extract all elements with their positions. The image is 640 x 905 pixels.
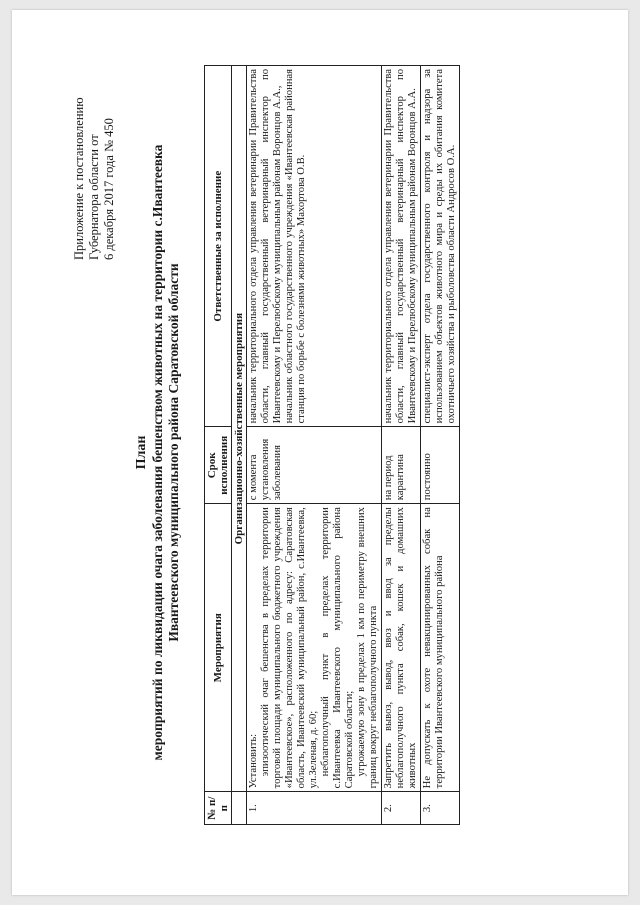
responsible-paragraph: начальник территориального отдела управления ветеринарии Правительства области, главный государственный ветеринарный инспектор по Ивантеевскому и Перелюбскому муниципальным районам Воронцов А.А., — [248, 69, 283, 424]
header-responsible: Ответственные за исполнение — [205, 66, 232, 427]
row-measures — [421, 504, 460, 792]
row-term: постоянно — [421, 427, 460, 504]
measure-paragraph: неблагополучный пункт в пределах территории с.Ивантеевка Ивантеевского муниципального района Саратовской области; — [320, 507, 355, 789]
row-term: на период карантина — [382, 427, 421, 504]
header-measures: Мероприятия — [205, 504, 232, 792]
section-row — [232, 66, 247, 825]
measure-paragraph: эпизоотический очаг бешенства в пределах территории торговой площади муниципального бюджетного учреждения «Ивантеевское», расположенного по адресу: Саратовская область, Ивантеевский муниципальный район, с.Ивантеевка, ул.Зеленая, д. 60; — [260, 507, 319, 789]
document-title — [134, 50, 182, 855]
responsible-paragraph: начальник территориального отдела управления ветеринарии Правительства области, главный государственный ветеринарный инспектор по Ивантеевскому и Перелюбскому муниципальным районам Воронцов А.А. — [383, 69, 418, 424]
section-title: Организационно-хозяйственные мероприятия — [232, 66, 247, 792]
measure-paragraph: угрожаемую зону в пределах 1 км по периметру внешних границ вокруг неблагополучного пункта — [356, 507, 379, 789]
row-num: 1. — [247, 792, 382, 825]
title-plan: План — [134, 435, 149, 470]
plan-table — [204, 65, 460, 825]
table-row — [421, 66, 460, 825]
document-page — [12, 10, 628, 895]
appendix-note — [72, 50, 117, 260]
row-measures — [247, 504, 382, 792]
row-num: 2. — [382, 792, 421, 825]
row-responsible — [382, 66, 421, 427]
row-num: 3. — [421, 792, 460, 825]
header-term: Срок исполнения — [205, 427, 232, 504]
row-responsible — [421, 66, 460, 427]
appendix-line: Приложение к постановлению — [72, 97, 86, 260]
table-header-row — [205, 66, 232, 825]
appendix-line: 6 декабря 2017 года № 450 — [102, 118, 116, 260]
row-responsible — [247, 66, 382, 427]
landscape-content — [12, 10, 628, 895]
header-num: № п/п — [205, 792, 232, 825]
table-row — [382, 66, 421, 825]
table-row — [247, 66, 382, 825]
row-measures — [382, 504, 421, 792]
appendix-line: Губернатора области от — [87, 134, 101, 260]
title-line: мероприятий по ликвидации очага заболевания бешенством животных на территории с.Ивантеевка — [150, 144, 165, 761]
measure-paragraph: Запретить вывоз, вывод, ввоз и ввод за пределы неблагополучного пункта собак, кошек и домашних животных — [383, 507, 418, 789]
title-line: Ивантеевского муниципального района Саратовской области — [166, 263, 181, 642]
responsible-paragraph: начальник областного государственного учреждения «Ивантеевская районная станция по борьбе с болезнями животных» Махортова О.В. — [284, 69, 307, 424]
measure-paragraph: Не допускать к охоте невакцинированных собак на территории Ивантеевского муниципального района — [422, 507, 445, 789]
responsible-paragraph: специалист-эксперт отдела государственного контроля и надзора за использованием объектов животного мира и среды их обитания комитета охотничьего хозяйства и рыболовства области Андросов О.А. — [422, 69, 457, 424]
row-term: с момента установления заболевания — [247, 427, 382, 504]
measure-paragraph: Установить: — [248, 733, 259, 789]
